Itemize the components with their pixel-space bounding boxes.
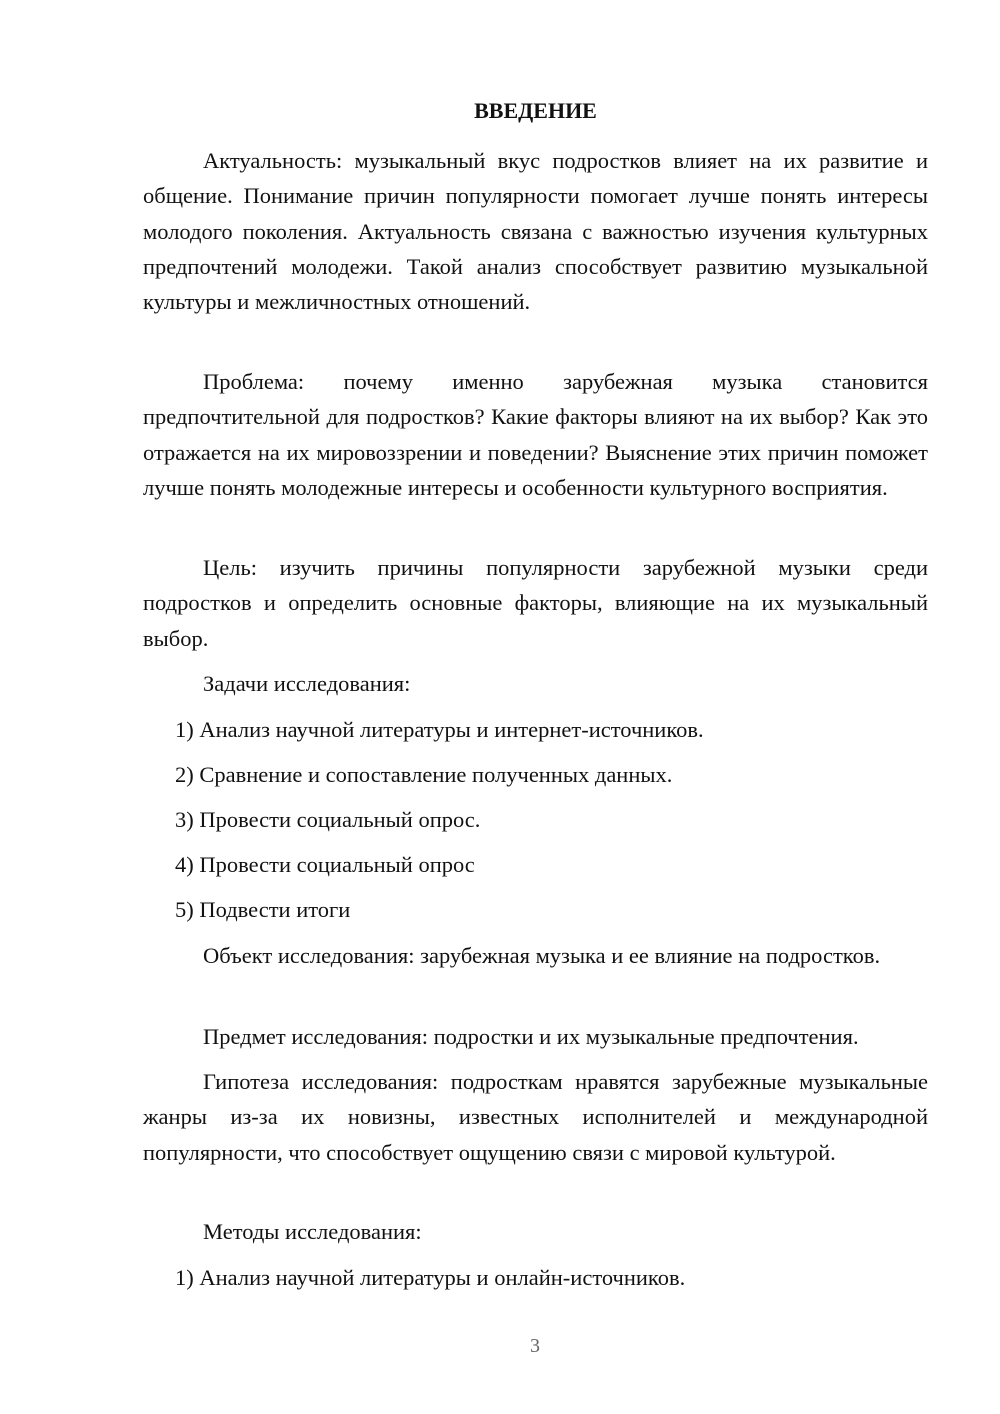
subject-paragraph: Предмет исследования: подростки и их музыкальные предпочтения. <box>203 1024 859 1049</box>
relevance-paragraph: Актуальность: музыкальный вкус подростков влияет на их развитие и общение. Понимание причин популярности помогает лучше понять интересы молодого поколения. Актуальность связана с важностью изучения культурных предпочтений молодежи. Такой анализ способствует развитию музыкальной культуры и межличностных отношений. <box>143 148 928 315</box>
methods-heading: Методы исследования: <box>203 1219 422 1244</box>
task-item: 4) Провести социальный опрос <box>175 852 475 877</box>
task-item: 2) Сравнение и сопоставление полученных данных. <box>175 762 673 787</box>
task-item: 1) Анализ научной литературы и интернет-источников. <box>175 717 704 742</box>
object-paragraph: Объект исследования: зарубежная музыка и ее влияние на подростков. <box>203 943 881 968</box>
task-item: 5) Подвести итоги <box>175 897 351 922</box>
method-item: 1) Анализ научной литературы и онлайн-источников. <box>175 1265 686 1290</box>
problem-paragraph: Проблема: почему именно зарубежная музыка становится предпочтительной для подростков? Какие факторы влияют на их выбор? Как это отражается на их мировоззрении и поведении? Выяснение этих причин поможет лучше понять молодежные интересы и особенности культурного восприятия. <box>143 369 928 500</box>
goal-paragraph: Цель: изучить причины популярности зарубежной музыки среди подростков и определить основные факторы, влияющие на их музыкальный выбор. <box>143 555 928 651</box>
section-title: ВВЕДЕНИЕ <box>474 98 597 123</box>
task-item: 3) Провести социальный опрос. <box>175 807 481 832</box>
page-number: 3 <box>530 1335 540 1357</box>
hypothesis-paragraph: Гипотеза исследования: подросткам нравятся зарубежные музыкальные жанры из-за их новизны, известных исполнителей и международной популярности, что способствует ощущению связи с мировой культурой. <box>143 1069 928 1165</box>
tasks-heading: Задачи исследования: <box>203 671 411 696</box>
